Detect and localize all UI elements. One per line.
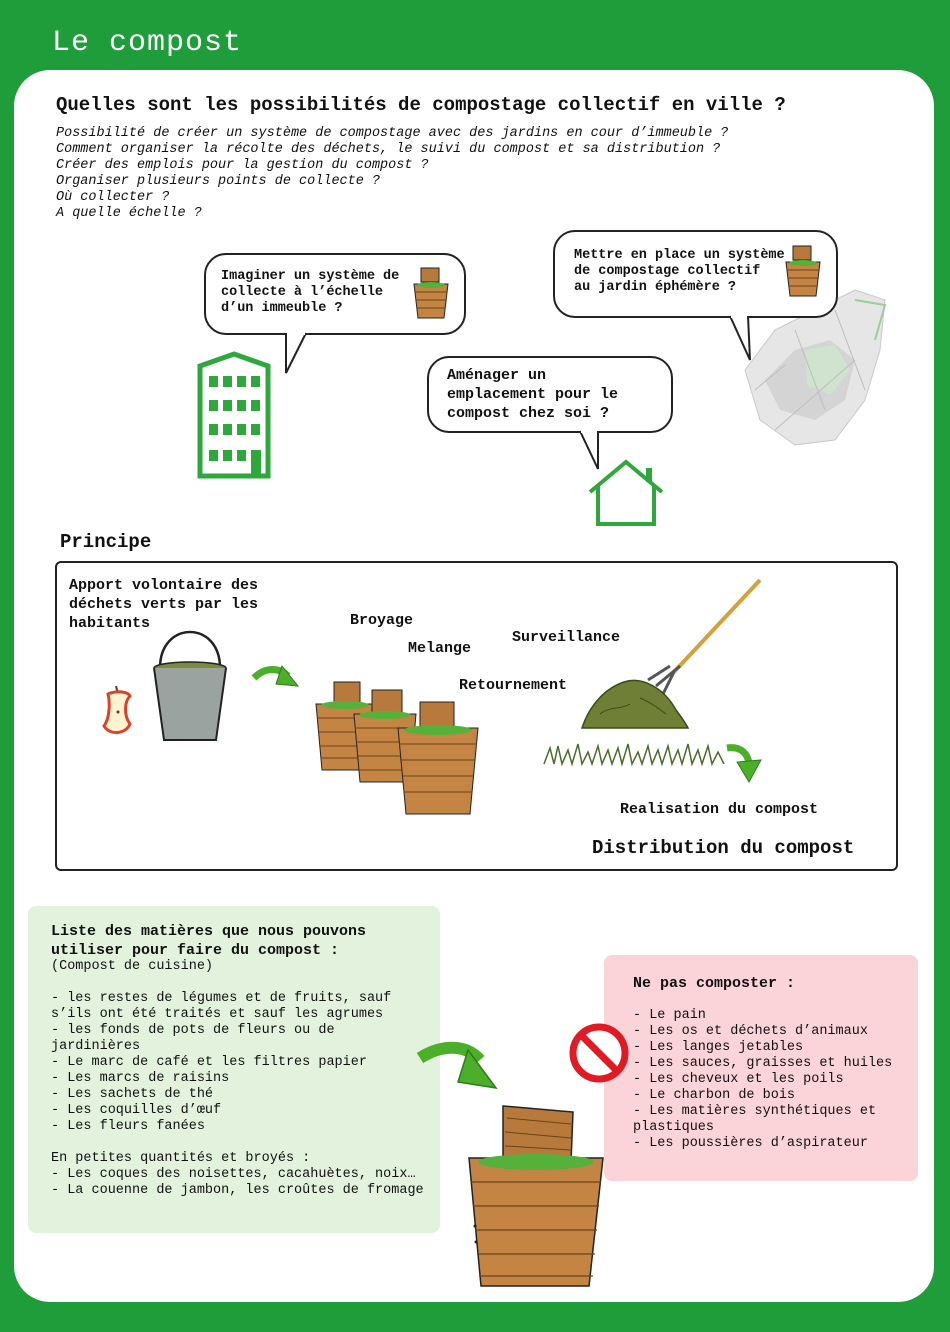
forbidden-item: - Les os et déchets d’animaux (633, 1024, 868, 1039)
forbidden-body (633, 1008, 892, 1152)
forbidden-item: - Le charbon de bois (633, 1088, 796, 1103)
arrow-icon (416, 1038, 506, 1098)
arrow-icon (252, 664, 302, 694)
question-line: Où collecter ? (56, 190, 170, 205)
forbidden-item: - Les matières synthétiques et plastiques (633, 1104, 877, 1135)
intro-questions (56, 126, 728, 222)
bubble-tail-jardin (728, 314, 768, 364)
step-apport: Apport volontaire des déchets verts par les habitants (69, 577, 259, 632)
forbidden-item: - Le pain (633, 1008, 706, 1023)
list-small-title: En petites quantités et broyés : (51, 1151, 311, 1166)
bubble-tail-immeuble (282, 331, 322, 376)
question-line: A quelle échelle ? (56, 206, 202, 221)
list-item: - La couenne de jambon, les croûtes de fromage (51, 1183, 424, 1198)
step-broyage: Broyage (350, 612, 414, 629)
building-icon (196, 350, 276, 480)
question-line: Organiser plusieurs points de collecte ? (56, 174, 381, 189)
bubble-maison-text: Aménager un emplacement pour le compost chez soi ? (447, 367, 619, 422)
step-melange: Melange (408, 640, 472, 657)
bucket-icon (150, 628, 230, 748)
list-item: - Les fleurs fanées (51, 1119, 205, 1134)
principe-title: Principe (60, 531, 152, 553)
step-realisation: Realisation du compost (620, 801, 819, 818)
list-item: - les restes de légumes et de fruits, sauf s’ils ont été traités et sauf les agrumes (51, 991, 392, 1022)
bubble-immeuble-text: Imaginer un système de collecte à l’échelle d’un immeuble ? (221, 269, 400, 316)
no-entry-icon (568, 1022, 630, 1084)
bubble-jardin-text: Mettre en place un système de compostage collectif au jardin éphémère ? (574, 248, 785, 295)
list-title: Liste des matières que nous pouvons utiliser pour faire du compost : (51, 923, 367, 959)
forbidden-item: - Les poussières d’aspirateur (633, 1136, 868, 1151)
step-surveillance: Surveillance (512, 629, 621, 646)
grass-icon (542, 740, 732, 770)
list-item: - les fonds de pots de fleurs ou de jardinières (51, 1023, 335, 1054)
list-item: - Le marc de café et les filtres papier (51, 1055, 367, 1070)
list-item: - Les marcs de raisins (51, 1071, 230, 1086)
question-line: Possibilité de créer un système de compostage avec des jardins en cour d’immeuble ? (56, 126, 729, 141)
list-item: - Les coques des noisettes, cacahuètes, noix… (51, 1167, 416, 1182)
list-item: - Les sachets de thé (51, 1087, 214, 1102)
question-line: Comment organiser la récolte des déchets, le suivi du compost et sa distribution ? (56, 142, 721, 157)
compost-pile-icon (580, 674, 690, 734)
step-distribution: Distribution du compost (592, 837, 855, 859)
apple-core-icon (98, 684, 138, 739)
list-subtitle: (Compost de cuisine) (51, 959, 214, 974)
compost-bin-icon (412, 268, 452, 322)
list-body (51, 959, 424, 1199)
bubble-maison (427, 356, 673, 433)
forbidden-item: - Les sauces, graisses et huiles (633, 1056, 893, 1071)
forbidden-item: - Les cheveux et les poils (633, 1072, 844, 1087)
forbidden-item: - Les langes jetables (633, 1040, 804, 1055)
question-line: Créer des emplois pour la gestion du compost ? (56, 158, 429, 173)
house-icon (586, 458, 666, 530)
compost-bin-icon (784, 246, 824, 300)
intro-heading: Quelles sont les possibilités de compostage collectif en ville ? (56, 94, 786, 116)
compost-bins-group (312, 680, 492, 820)
list-item: - Les coquilles d’œuf (51, 1103, 222, 1118)
step-retournement: Retournement (459, 677, 568, 694)
compost-bin-icon (463, 1102, 608, 1292)
forbidden-title: Ne pas composter : (633, 975, 796, 992)
page-title: Le compost (52, 26, 243, 60)
